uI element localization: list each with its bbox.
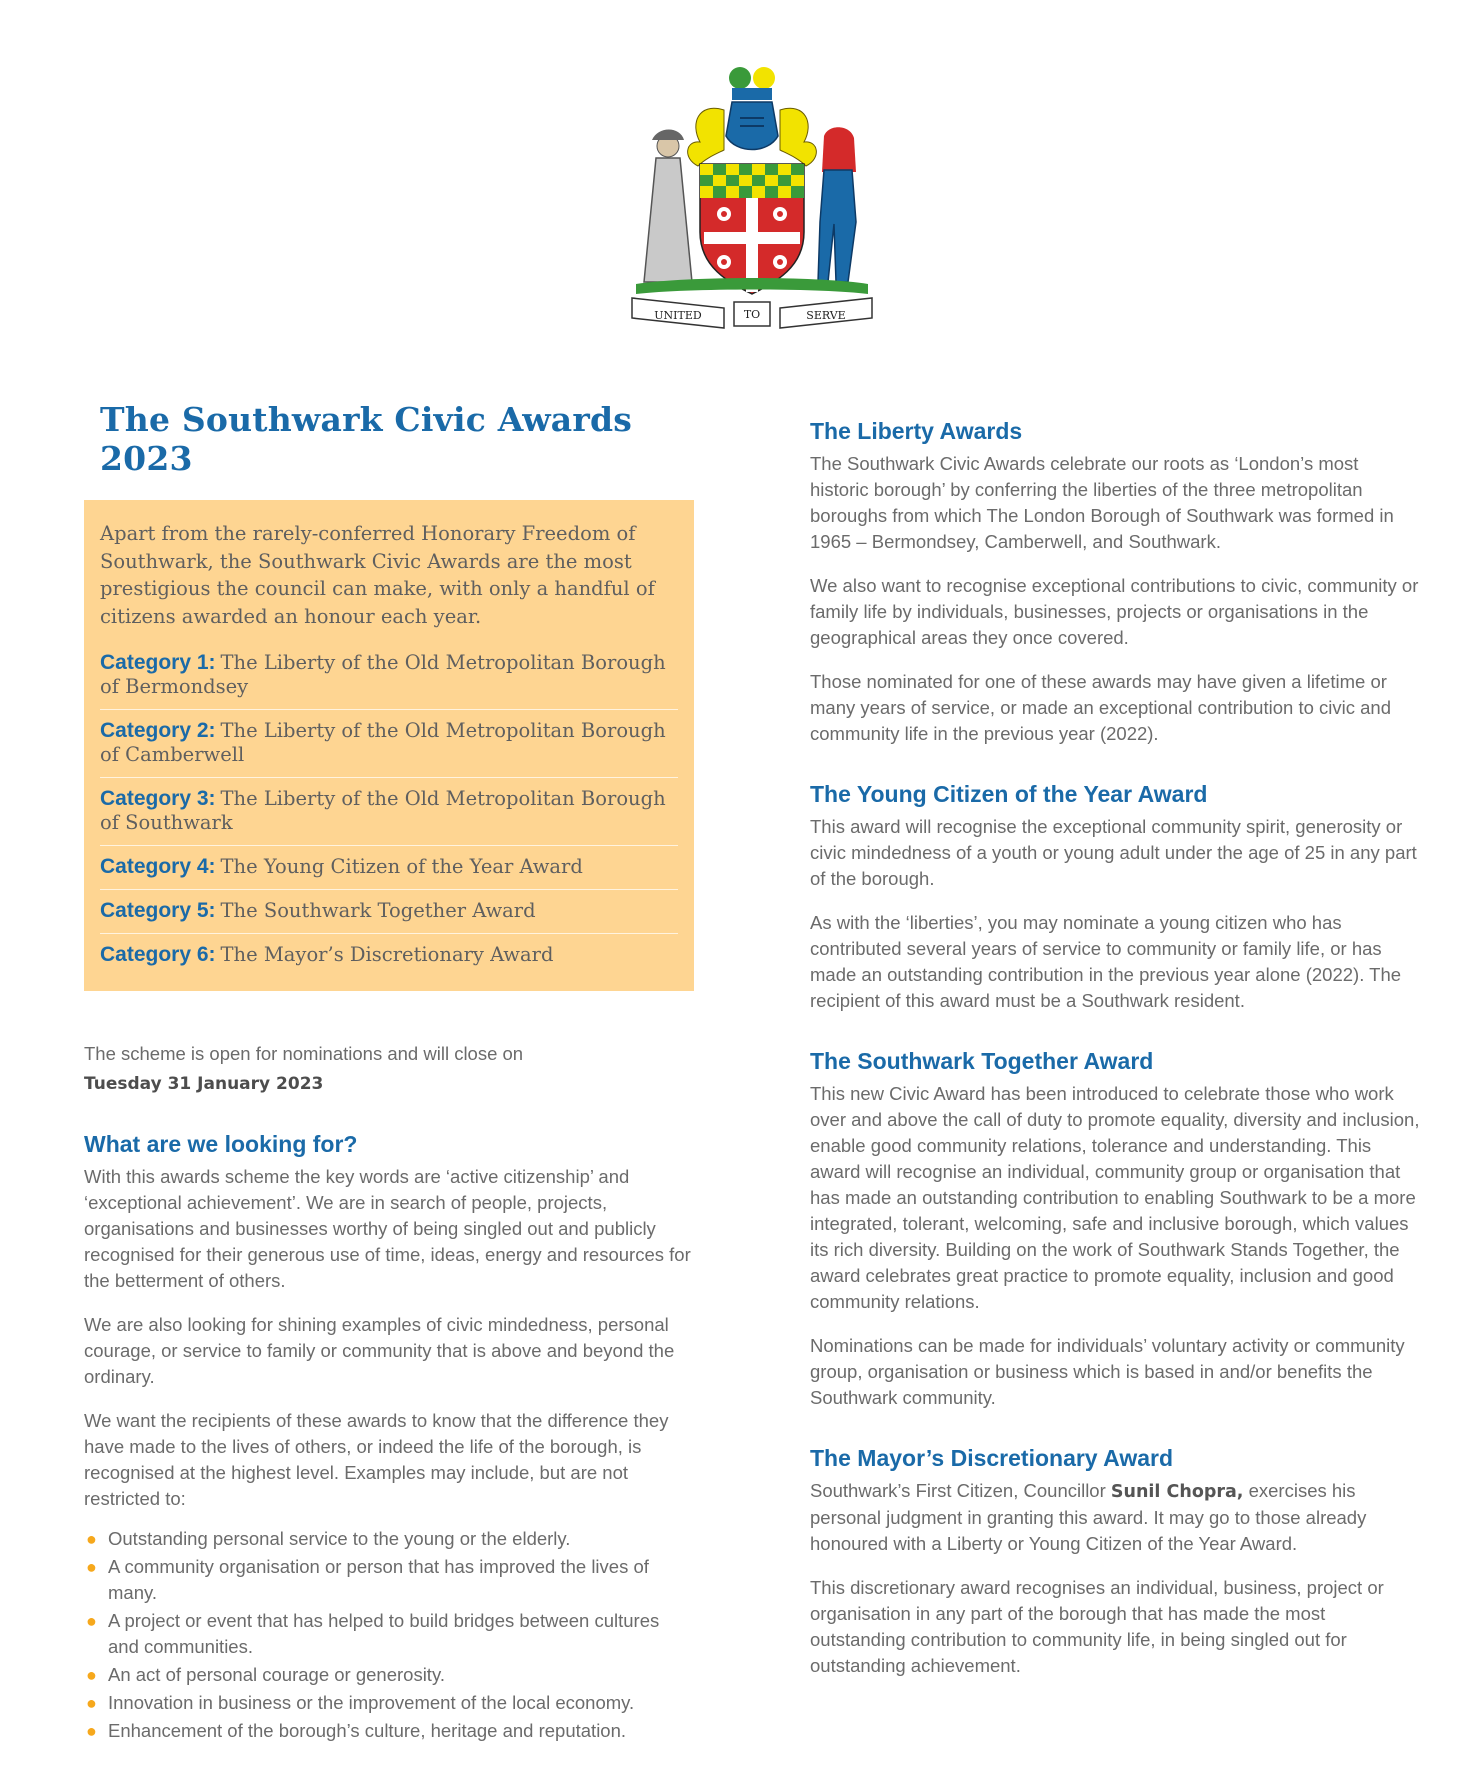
examples-list bbox=[84, 1526, 694, 1744]
list-item bbox=[84, 1690, 694, 1716]
list-item-text: Innovation in business or the improvement of the local economy. bbox=[108, 1692, 635, 1713]
right-column bbox=[810, 418, 1420, 1713]
liberty-paragraph: The Southwark Civic Awards celebrate our roots as ‘London’s most historic borough’ by conferring the liberties of the three metropolitan boroughs from which The London Borough of Southwark was formed in 1965 – Bermondsey, Camberwell, and Southwark. bbox=[810, 453, 1394, 552]
list-item bbox=[84, 1608, 694, 1660]
liberty-section bbox=[810, 418, 1420, 747]
bullet-icon: ● bbox=[86, 1557, 97, 1577]
category-text: The Southwark Together Award bbox=[220, 899, 536, 922]
category-item bbox=[100, 890, 678, 934]
page-title: The Southwark Civic Awards 2023 bbox=[100, 400, 633, 478]
category-label: Category 5: bbox=[100, 899, 216, 922]
together-paragraph: This new Civic Award has been introduced to celebrate those who work over and above the call of duty to promote equality, diversity and inclusion, enable good community relations, tolerance and understanding. This award will recognise an individual, community group or organisation that has made an outstanding contribution to enabling Southwark to be a more integrated, tolerant, welcoming, safe and inclusive borough, which values its rich diversity. Building on the work of Southwark Stands Together, the award celebrates great practice to promote equality, inclusion and good community relations. bbox=[810, 1083, 1420, 1312]
nominations-text: The scheme is open for nominations and will close on bbox=[84, 1043, 524, 1064]
list-item bbox=[84, 1718, 694, 1744]
category-label: Category 4: bbox=[100, 855, 216, 878]
liberty-paragraph: We also want to recognise exceptional contributions to civic, community or family life by individuals, businesses, projects or organisations in the geographical areas they once covered. bbox=[810, 575, 1419, 648]
list-item-text: Enhancement of the borough’s culture, heritage and reputation. bbox=[108, 1720, 627, 1741]
category-label: Category 2: bbox=[100, 719, 216, 742]
category-text: The Liberty of the Old Metropolitan Borough of Bermondsey bbox=[100, 651, 666, 698]
category-label: Category 1: bbox=[100, 651, 216, 674]
together-section bbox=[810, 1048, 1420, 1411]
mayor-section bbox=[810, 1445, 1420, 1679]
category-item bbox=[100, 642, 678, 710]
list-item-text: A community organisation or person that has improved the lives of many. bbox=[108, 1556, 649, 1603]
closing-date: Tuesday 31 January 2023 bbox=[84, 1074, 324, 1094]
liberty-paragraph: Those nominated for one of these awards may have given a lifetime or many years of service, or made an exceptional contribution to civic and community life in the previous year (2022). bbox=[810, 671, 1391, 744]
motto-word-3: SERVE bbox=[806, 309, 846, 322]
list-item-text: A project or event that has helped to build bridges between cultures and communities. bbox=[108, 1610, 660, 1657]
looking-for-paragraph: We are also looking for shining examples of civic mindedness, personal courage, or service to family or community that is above and beyond the ordinary. bbox=[84, 1314, 675, 1387]
category-text: The Young Citizen of the Year Award bbox=[220, 855, 583, 878]
category-item bbox=[100, 846, 678, 890]
category-item bbox=[100, 778, 678, 846]
bullet-icon: ● bbox=[86, 1721, 97, 1741]
left-column bbox=[84, 400, 694, 1746]
bullet-icon: ● bbox=[86, 1693, 97, 1713]
category-item bbox=[100, 710, 678, 778]
mayor-text-after: exercises his personal judgment in granting this award. It may go to those already honoured with a Liberty or Young Citizen of the Year Award. bbox=[810, 1480, 1367, 1554]
young-citizen-heading: The Young Citizen of the Year Award bbox=[810, 781, 1208, 807]
list-item-text: Outstanding personal service to the young or the elderly. bbox=[108, 1528, 571, 1549]
category-item bbox=[100, 934, 678, 977]
list-item bbox=[84, 1662, 694, 1688]
mayor-heading: The Mayor’s Discretionary Award bbox=[810, 1445, 1174, 1471]
list-item bbox=[84, 1554, 694, 1606]
motto-word-1: UNITED bbox=[654, 309, 702, 322]
list-item-text: An act of personal courage or generosity. bbox=[108, 1664, 445, 1685]
categories-box bbox=[84, 500, 694, 991]
bullet-icon: ● bbox=[86, 1529, 97, 1549]
category-label: Category 3: bbox=[100, 787, 216, 810]
category-text: The Liberty of the Old Metropolitan Borough of Camberwell bbox=[100, 719, 666, 766]
category-label: Category 6: bbox=[100, 943, 216, 966]
mayor-paragraph bbox=[810, 1478, 1420, 1557]
together-paragraph: Nominations can be made for individuals’ voluntary activity or community group, organisation or business which is based in and/or benefits the Southwark community. bbox=[810, 1335, 1405, 1408]
looking-for-paragraph: With this awards scheme the key words are ‘active citizenship’ and ‘exceptional achievement’. We are in search of people, projects, organisations and businesses worthy of being singled out and publicly recognised for their generous use of time, ideas, energy and resources for the betterment of others. bbox=[84, 1166, 691, 1291]
list-item bbox=[84, 1526, 694, 1552]
looking-for-paragraph: We want the recipients of these awards to know that the difference they have made to the lives of others, or indeed the life of the borough, is recognised at the highest level. Examples may include, but are not restricted to: bbox=[84, 1410, 669, 1509]
category-text: The Liberty of the Old Metropolitan Borough of Southwark bbox=[100, 787, 666, 834]
young-citizen-paragraph: As with the ‘liberties’, you may nominate a young citizen who has contributed several years of service to community or family life, or has made an outstanding contribution in the previous year alone (2022). The recipient of this award must be a Southwark resident. bbox=[810, 912, 1402, 1011]
liberty-heading: The Liberty Awards bbox=[810, 418, 1023, 444]
bullet-icon: ● bbox=[86, 1665, 97, 1685]
mayor-paragraph: This discretionary award recognises an individual, business, project or organisation in any part of the borough that has made the most outstanding contribution to community life, in being singled out for outstanding achievement. bbox=[810, 1577, 1384, 1676]
bullet-icon: ● bbox=[86, 1611, 97, 1631]
motto-word-2: TO bbox=[743, 308, 761, 321]
councillor-name: Sunil Chopra, bbox=[1110, 1482, 1244, 1502]
looking-for-heading: What are we looking for? bbox=[84, 1131, 358, 1157]
category-text: The Mayor’s Discretionary Award bbox=[220, 943, 554, 966]
young-citizen-section bbox=[810, 781, 1420, 1014]
intro-text: Apart from the rarely-conferred Honorary Freedom of Southwark, the Southwark Civic Awards are the most prestigious the council can make, with only a handful of citizens awarded an honour each year. bbox=[100, 522, 655, 628]
nominations-notice bbox=[84, 1039, 694, 1099]
together-heading: The Southwark Together Award bbox=[810, 1048, 1154, 1074]
southwark-coat-of-arms bbox=[628, 62, 876, 342]
mayor-text-before: Southwark’s First Citizen, Councillor bbox=[810, 1480, 1106, 1501]
young-citizen-paragraph: This award will recognise the exceptional community spirit, generosity or civic mindedness of a youth or young adult under the age of 25 in any part of the borough. bbox=[810, 816, 1417, 889]
